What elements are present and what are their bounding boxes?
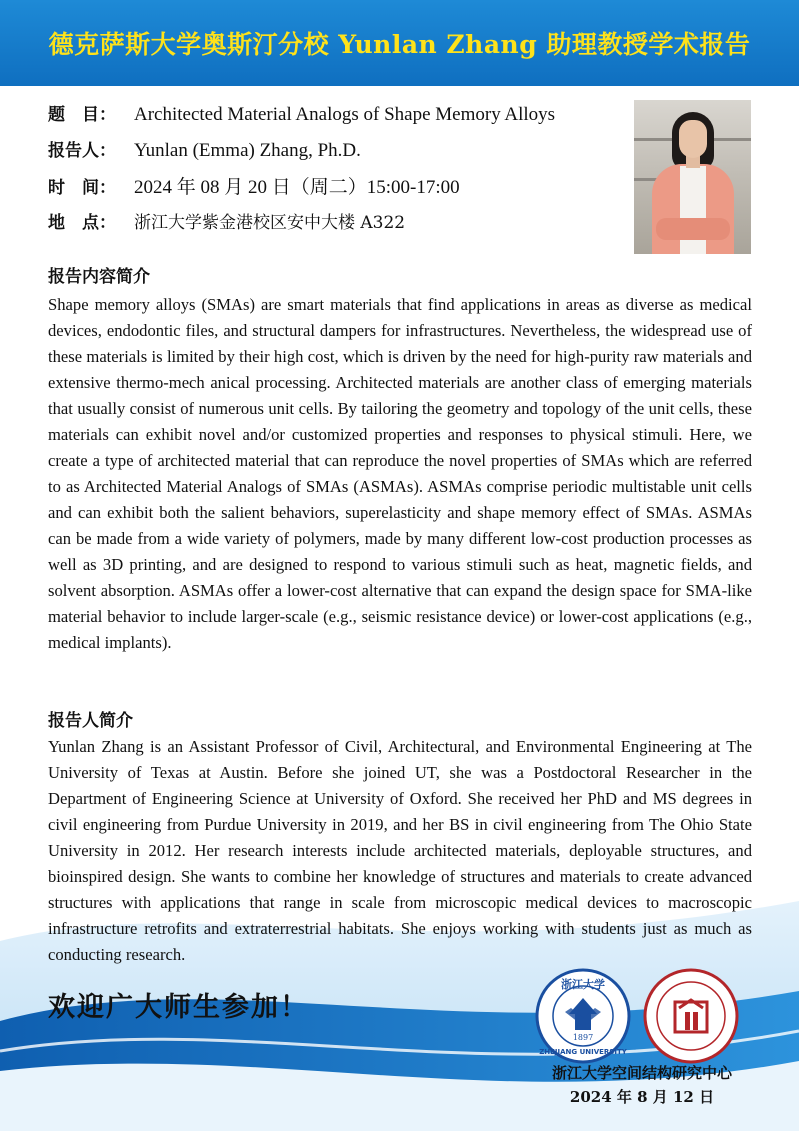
time-label: 时 间： <box>48 178 116 198</box>
speaker-photo <box>634 100 751 254</box>
speaker-value: Yunlan (Emma) Zhang, Ph.D. <box>134 140 361 161</box>
bio-title: 报告人简介 <box>48 711 133 731</box>
place-row <box>48 208 628 244</box>
event-info <box>48 100 628 244</box>
time-row <box>48 172 628 208</box>
abstract-title: 报告内容简介 <box>48 267 150 287</box>
zju-logo-year: 1897 <box>572 1033 594 1042</box>
space-structures-logo-icon <box>643 968 739 1064</box>
place-value: 浙江大学紫金港校区安中大楼 A322 <box>134 213 406 233</box>
organizer-name: 浙江大学空间结构研究中心 <box>551 1064 732 1082</box>
speaker-row <box>48 136 628 172</box>
zju-logo-name: 浙江大学 <box>561 978 605 991</box>
topic-row <box>48 100 628 136</box>
bio-text: Yunlan Zhang is an Assistant Professor of Civil, Architectural, and Environmental Engineering at The University of Texas at Austin. Before she joined UT, she was a Postdoctoral Researcher in the Department of Engineering Science at University of Oxford. She received her PhD and MS degrees in civil engineering from Purdue University in 2019, and her BS in civil engineering from The Ohio State University in 2012. Her research interests include architected materials, deployable structures, and bioinspired design. She wants to combine her knowledge of structures and materials to create advanced structures with applications that range in scale from microscopic medical devices to macroscopic infrastructure retrofits and extraterrestrial habitats. She enjoys working with students just as much as conducting research. <box>48 737 752 964</box>
issue-date: 2024 年 8 月 12 日 <box>569 1088 715 1106</box>
time-value: 2024 年 08 月 20 日（周二）15:00-17:00 <box>134 177 460 198</box>
poster-title: 德克萨斯大学奥斯汀分校 Yunlan Zhang 助理教授学术报告 <box>48 30 751 59</box>
header-banner <box>0 0 799 86</box>
zju-logo-icon <box>535 968 631 1064</box>
topic-label: 题 目： <box>48 105 116 125</box>
welcome-text: 欢迎广大师生参加！ <box>48 992 309 1023</box>
place-label: 地 点： <box>48 213 116 233</box>
topic-value: Architected Material Analogs of Shape Memory Alloys <box>134 104 556 125</box>
abstract-text: Shape memory alloys (SMAs) are smart materials that find applications in areas as diverse as medical devices, endodontic files, and structural dampers for infrastructures. Nevertheless, the widespread use of these materials is limited by their high cost, which is driven by the need for high-purity raw materials and extensive thermo-mech anical processing. Architected materials are another class of emerging materials that usually consist of numerous unit cells. By tailoring the geometry and topology of the unit cells, these materials can exhibit novel and/or customized properties and responses to physical stimuli. Here, we create a type of architected material that can reproduce the novel properties of SMAs which are referred to as Architected Material Analogs of SMAs (ASMAs). ASMAs comprise periodic multistable unit cells and can exhibit both the salient behaviors, superelasticity and shape memory effect of SMAs. ASMAs can be made from a wide variety of polymers, made by many different low-cost production processes as well as 3D printing, and are designed to respond to various stimuli such as heat, magnetic fields, and solvent absorption. ASMAs offer a lower-cost alternative that can expand the design space for SMA-like material behavior to include larger-scale (e.g., seismic resistance device) or lower-cost applications (e.g., medical implants). <box>48 295 752 652</box>
zju-logo-english: ZHEJIANG UNIVERSITY <box>539 1048 627 1056</box>
speaker-label: 报告人： <box>48 141 116 161</box>
